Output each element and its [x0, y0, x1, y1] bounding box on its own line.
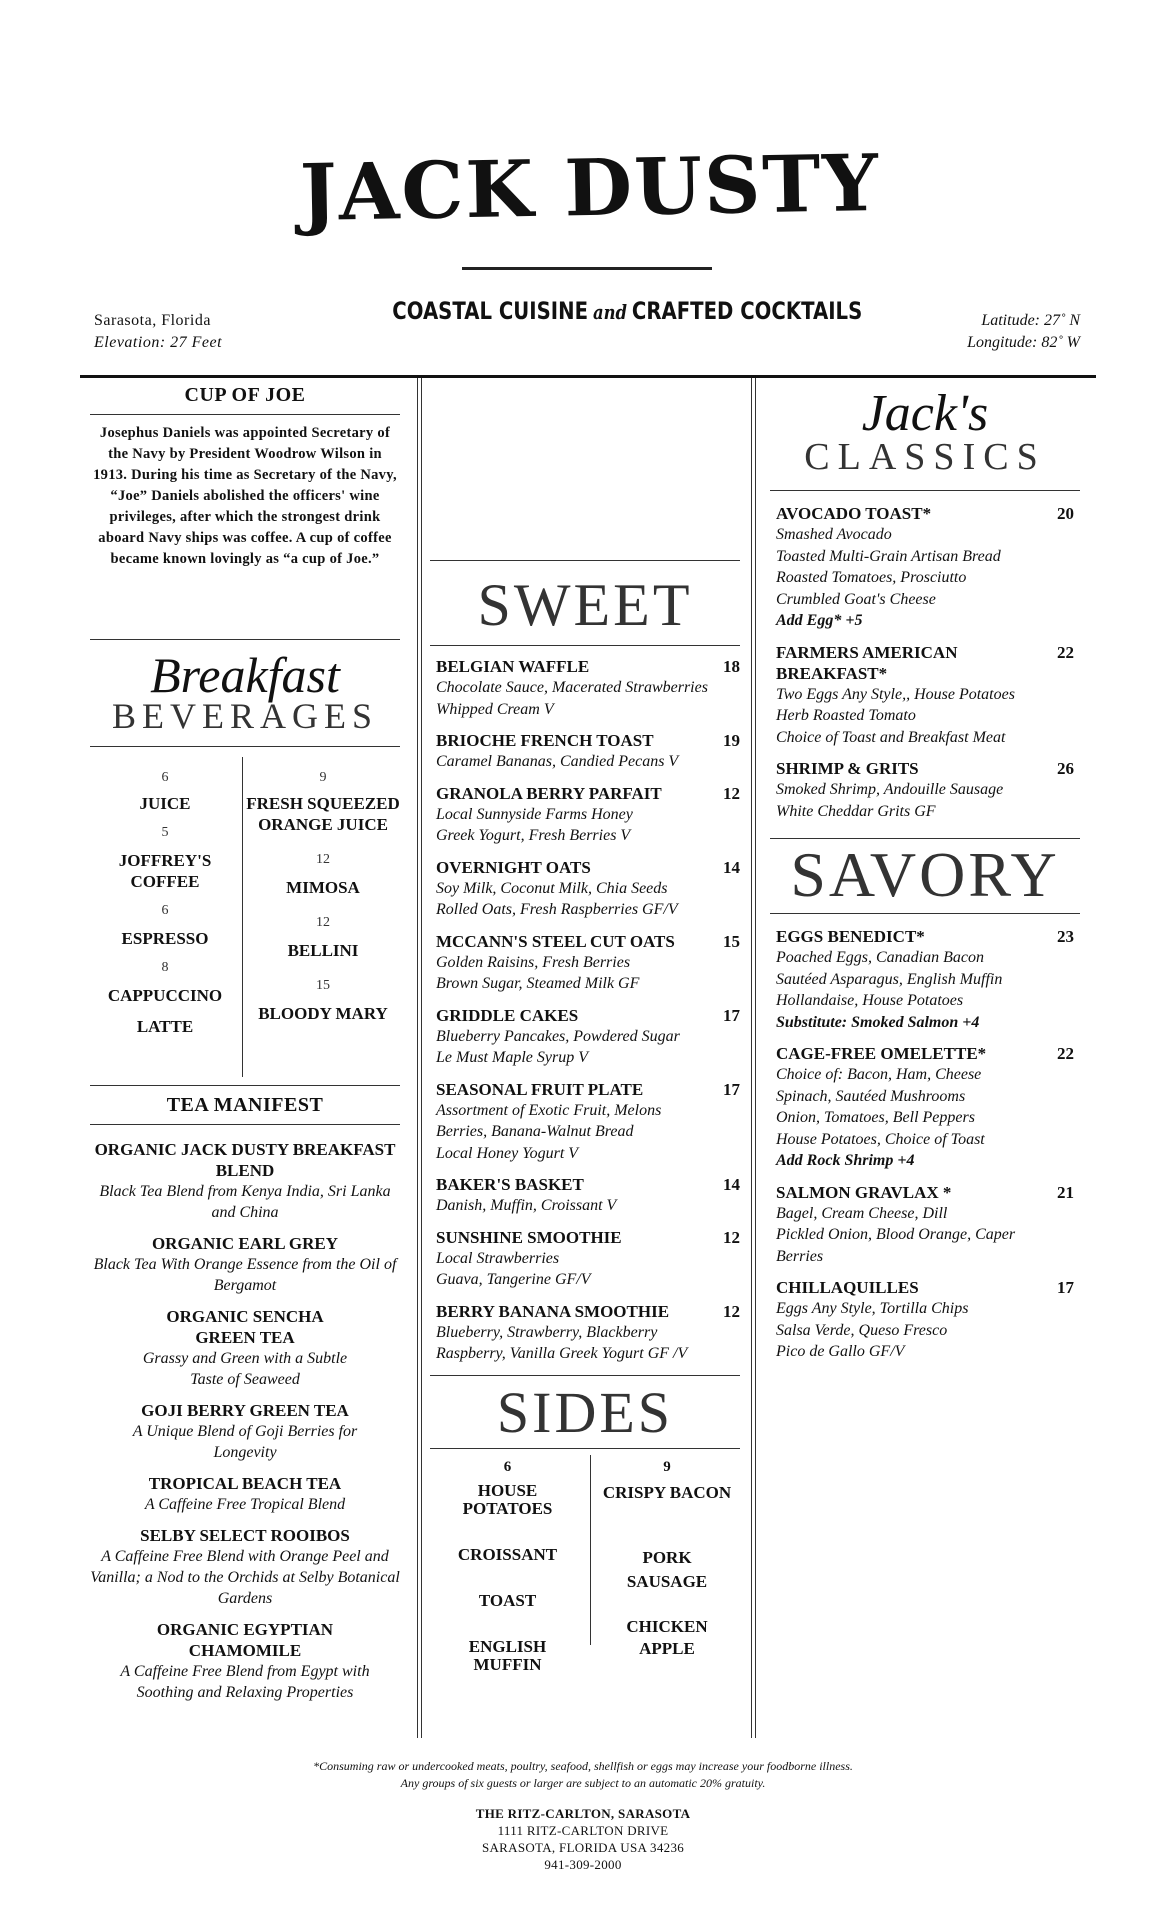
beverage-price: 5 — [161, 825, 169, 840]
sides-price: 6 — [503, 1458, 512, 1475]
menu-item-name: SALMON GRAVLAX * — [776, 1182, 952, 1202]
menu-item-price: 22 — [1057, 642, 1074, 662]
beverage-name: BELLINI — [287, 941, 359, 960]
menu-item-header — [436, 783, 740, 804]
menu-item-price: 17 — [1057, 1278, 1074, 1297]
menu-item — [776, 1182, 1074, 1268]
tea-name: SELBY SELECT ROOIBOS — [140, 1526, 350, 1545]
tea-name: ORGANIC JACK DUSTY BREAKFAST BLEND — [94, 1140, 396, 1180]
menu-item-desc: Danish, Muffin, Croissant V — [436, 1197, 617, 1214]
menu-item-desc: Blueberry, Strawberry, Blackberry — [436, 1323, 658, 1341]
venue-phone: 941-309-2000 — [544, 1857, 622, 1872]
savory-title: SAVORY — [790, 839, 1060, 910]
column-divider — [417, 378, 418, 1738]
menu-item-addon: Add Egg* +5 — [776, 612, 863, 629]
footer-notes — [0, 1758, 1166, 1792]
beverage-left-list — [90, 767, 240, 1037]
beverage-divider — [242, 757, 243, 1077]
right-column — [770, 384, 1080, 1373]
menu-item — [776, 926, 1074, 1033]
sides-title: SIDES — [496, 1379, 674, 1445]
menu-item-price: 23 — [1057, 927, 1074, 946]
menu-item-price: 19 — [723, 731, 740, 750]
menu-item-header — [436, 857, 740, 878]
menu-item-desc: Le Must Maple Syrup V — [436, 1049, 588, 1066]
beverage-name: CAPPUCCINO — [107, 986, 223, 1005]
menu-item-header — [436, 1079, 740, 1100]
tea-item — [90, 1139, 400, 1223]
tea-desc: A Caffeine Free Blend with Orange Peel and Vanilla; a Nod to the Orchids at Selby Botanical Gardens — [90, 1548, 400, 1607]
sides-divider — [590, 1455, 591, 1645]
menu-item-desc: Hollandaise, House Potatoes — [776, 992, 964, 1009]
tea-desc: Grassy and Green with a Subtle Taste of Seaweed — [142, 1350, 348, 1388]
side-name: PORK SAUSAGE — [626, 1547, 708, 1591]
beverage-price: 12 — [316, 915, 330, 930]
menu-item-price: 12 — [723, 783, 740, 803]
menu-item-name: CHILLAQUILLES — [776, 1278, 919, 1297]
menu-item-name: SUNSHINE SMOOTHIE — [436, 1227, 622, 1247]
tea-desc: Black Tea Blend from Kenya India, Sri Lanka and China — [99, 1183, 391, 1221]
beverage-name: MIMOSA — [286, 878, 360, 897]
menu-item — [436, 1174, 740, 1217]
menu-item-desc: Choice of: Bacon, Ham, Cheese — [776, 1066, 982, 1083]
sweet-list — [430, 656, 740, 1365]
beverage-right-list — [246, 767, 400, 1024]
tea-desc: Black Tea With Orange Essence from the Oil of Bergamot — [93, 1256, 397, 1294]
side-name: TOAST — [478, 1590, 537, 1610]
menu-item-desc: Guava, Tangerine GF/V — [436, 1271, 591, 1288]
menu-item-price: 15 — [723, 931, 740, 951]
beverages-caps-title: BEVERAGES — [111, 696, 378, 736]
menu-item-desc: Brown Sugar, Steamed Milk GF — [436, 975, 640, 992]
menu-item-desc: Greek Yogurt, Fresh Berries V — [436, 827, 631, 844]
tea-name: ORGANIC EGYPTIAN CHAMOMILE — [156, 1620, 334, 1660]
elevation: Elevation: 27 Feet — [94, 334, 223, 351]
menu-item-desc: Berries — [776, 1247, 824, 1265]
gratuity-note: Any groups of six guests or larger are subject to an automatic 20% gratuity. — [400, 1776, 766, 1790]
beverage-grid — [90, 747, 400, 1085]
beverage-name: JUICE — [139, 794, 191, 813]
menu-item-desc: Bagel, Cream Cheese, Dill — [776, 1204, 948, 1222]
menu-item-desc: Rolled Oats, Fresh Raspberries GF/V — [436, 901, 678, 918]
cup-of-joe-text: Josephus Daniels was appointed Secretary of the Navy by President Woodrow Wilson in 1913. During his time as Secretary of the Navy, “Joe” Daniels abolished the officers' wine privileges, after which the strongest drink aboard Navy ships was coffee. A cup of coffee became known lovingly as “a cup of Joe.” — [93, 425, 397, 567]
menu-item — [436, 931, 740, 995]
menu-item-desc: Soy Milk, Coconut Milk, Chia Seeds — [436, 879, 668, 897]
tea-desc: A Caffeine Free Tropical Blend — [144, 1496, 346, 1513]
menu-item-price: 17 — [723, 1079, 740, 1099]
menu-item — [436, 656, 740, 720]
column-divider — [751, 378, 752, 1738]
menu-item-desc: Berries, Banana-Walnut Bread — [436, 1123, 634, 1140]
menu-item-desc: Assortment of Exotic Fruit, Melons — [436, 1101, 662, 1119]
menu-item-header — [776, 503, 1074, 524]
beverage-name: ESPRESSO — [121, 929, 209, 948]
divider — [90, 639, 400, 640]
menu-item-name: OVERNIGHT OATS — [436, 857, 591, 877]
beverage-price: 6 — [161, 903, 169, 918]
footer-address — [0, 1805, 1166, 1873]
classics-caps-title: CLASSICS — [804, 436, 1046, 478]
tea-desc: A Caffeine Free Blend from Egypt with Soothing and Relaxing Properties — [120, 1663, 370, 1701]
venue-name: THE RITZ-CARLTON, SARASOTA — [475, 1806, 691, 1821]
foodborne-note: *Consuming raw or undercooked meats, poultry, seafood, shellfish or eggs may increase your foodborne illness. — [313, 1759, 853, 1773]
menu-item — [436, 1227, 740, 1291]
menu-item-desc: Local Sunnyside Farms Honey — [436, 805, 633, 823]
menu-item-header — [776, 1277, 1074, 1298]
menu-item-desc: Whipped Cream V — [436, 700, 554, 718]
menu-item-desc: Smoked Shrimp, Andouille Sausage — [776, 781, 1004, 798]
beverage-price: 12 — [316, 852, 330, 867]
menu-item — [436, 730, 740, 773]
venue-street: 1111 RITZ-CARLTON DRIVE — [497, 1823, 669, 1838]
divider — [770, 913, 1080, 914]
tagline — [392, 297, 863, 325]
side-name: CHICKEN APPLE — [626, 1616, 708, 1658]
menu-item-price: 14 — [723, 1175, 740, 1194]
menu-item-desc: Local Honey Yogurt V — [436, 1144, 579, 1162]
menu-item-desc: Pico de Gallo GF/V — [776, 1343, 905, 1360]
menu-item-name: AVOCADO TOAST* — [776, 504, 932, 523]
tagline-right: CRAFTED COCKTAILS — [631, 297, 863, 325]
menu-item-header — [776, 926, 1074, 947]
menu-item-desc: Golden Raisins, Fresh Berries — [436, 953, 631, 971]
menu-item-header — [436, 656, 740, 677]
menu-item — [436, 1005, 740, 1069]
tea-name: TROPICAL BEACH TEA — [148, 1474, 342, 1493]
menu-item-name: BERRY BANANA SMOOTHIE — [436, 1301, 670, 1321]
tea-name: ORGANIC EARL GREY — [151, 1234, 339, 1253]
menu-item-price: 21 — [1057, 1182, 1074, 1202]
menu-item — [436, 1301, 740, 1365]
menu-item — [776, 503, 1074, 632]
menu-item-desc: Salsa Verde, Queso Fresco — [776, 1321, 948, 1339]
tea-name: ORGANIC SENCHA GREEN TEA — [166, 1307, 324, 1347]
menu-item-price: 26 — [1057, 759, 1074, 778]
tea-item — [90, 1233, 400, 1296]
menu-item-name: CAGE-FREE OMELETTE* — [776, 1044, 987, 1063]
beverage-name: FRESH SQUEEZED ORANGE JUICE — [246, 794, 400, 834]
sides-price: 9 — [663, 1458, 671, 1475]
menu-item-name: BAKER'S BASKET — [436, 1175, 584, 1194]
menu-item-desc: Two Eggs Any Style,, House Potatoes — [776, 685, 1015, 703]
menu-item-desc: Choice of Toast and Breakfast Meat — [776, 728, 1006, 746]
longitude: Longitude: 82˚ W — [967, 334, 1080, 351]
menu-item-price: 12 — [723, 1301, 740, 1321]
location-block — [94, 310, 222, 354]
menu-item-price: 17 — [723, 1005, 740, 1025]
sweet-title: SWEET — [477, 572, 693, 638]
savory-list — [770, 926, 1080, 1363]
classics-list — [770, 503, 1080, 822]
column-divider — [421, 378, 422, 1738]
beverages-script-title: Breakfast — [150, 647, 340, 703]
menu-item-price: 14 — [723, 857, 740, 877]
menu-item-desc: Pickled Onion, Blood Orange, Caper — [776, 1226, 1016, 1243]
tea-list — [90, 1139, 400, 1703]
location: Sarasota, Florida — [94, 312, 211, 329]
latitude: Latitude: 27˚ N — [981, 312, 1080, 329]
venue-city: SARASOTA, FLORIDA USA 34236 — [481, 1840, 685, 1855]
side-name: CRISPY BACON — [602, 1482, 732, 1502]
menu-item-desc: Blueberry Pancakes, Powdered Sugar — [436, 1027, 680, 1045]
menu-item-header — [436, 1301, 740, 1322]
tea-item — [90, 1400, 400, 1463]
menu-item-name: BELGIAN WAFFLE — [436, 657, 590, 676]
beverage-name: LATTE — [136, 1017, 194, 1036]
beverage-price: 15 — [316, 978, 330, 993]
side-name: HOUSE POTATOES — [462, 1480, 553, 1518]
menu-item-addon: Substitute: Smoked Salmon +4 — [776, 1013, 980, 1031]
menu-item-desc: Crumbled Goat's Cheese — [776, 590, 936, 608]
menu-item-addon: Add Rock Shrimp +4 — [776, 1152, 915, 1169]
menu-item-header — [436, 931, 740, 952]
menu-item-desc: Herb Roasted Tomato — [776, 707, 916, 724]
menu-item-header — [436, 1174, 740, 1195]
menu-item — [436, 857, 740, 921]
menu-item — [776, 758, 1074, 822]
menu-item-desc: Poached Eggs, Canadian Bacon — [776, 949, 984, 966]
classics-script-title: Jack's — [861, 385, 989, 442]
menu-item-price: 22 — [1057, 1044, 1074, 1063]
tea-name: GOJI BERRY GREEN TEA — [141, 1401, 349, 1420]
menu-item-name: BRIOCHE FRENCH TOAST — [436, 731, 654, 750]
tea-manifest-title: TEA MANIFEST — [166, 1094, 324, 1116]
menu-item-header — [436, 1005, 740, 1026]
menu-item-header — [776, 1182, 1074, 1203]
divider — [90, 1085, 400, 1086]
menu-item-desc: Sautéed Asparagus, English Muffin — [776, 970, 1003, 988]
tea-item — [90, 1619, 400, 1703]
tagline-left: COASTAL CUISINE — [392, 297, 589, 325]
menu-item-desc: Spinach, Sautéed Mushrooms — [776, 1087, 966, 1105]
menu-item-name: MCCANN'S STEEL CUT OATS — [436, 931, 675, 951]
tea-item — [90, 1525, 400, 1609]
menu-item-header — [436, 1227, 740, 1248]
side-name: CROISSANT — [457, 1544, 558, 1564]
column-divider — [755, 378, 756, 1738]
tea-item — [90, 1306, 400, 1390]
menu-item-price: 20 — [1057, 504, 1074, 523]
menu-item — [776, 642, 1074, 749]
menu-item-desc: Caramel Bananas, Candied Pecans V — [436, 753, 679, 770]
beverage-name: BLOODY MARY — [258, 1004, 388, 1023]
logo-divider — [462, 267, 712, 270]
menu-item-header — [776, 1043, 1074, 1064]
menu-item-desc: Eggs Any Style, Tortilla Chips — [776, 1300, 969, 1317]
menu-item-name: GRANOLA BERRY PARFAIT — [436, 783, 662, 803]
beverage-name: JOFFREY'S COFFEE — [118, 851, 212, 891]
tagline-and: and — [592, 300, 627, 324]
sides-left-list — [430, 1459, 585, 1674]
menu-item-desc: Chocolate Sauce, Macerated Strawberries — [436, 679, 708, 696]
cup-of-joe-title: CUP OF JOE — [184, 384, 306, 406]
tea-desc: A Unique Blend of Goji Berries for Longevity — [132, 1423, 358, 1461]
coordinates-block — [967, 310, 1080, 354]
menu-item — [776, 1043, 1074, 1172]
menu-item-name: FARMERS AMERICAN BREAKFAST* — [776, 642, 958, 683]
menu-item-price: 12 — [723, 1227, 740, 1247]
beverage-price: 6 — [161, 770, 169, 785]
menu-item-name: GRIDDLE CAKES — [436, 1005, 579, 1025]
menu-item-price: 18 — [723, 657, 740, 676]
sides-grid — [430, 1449, 740, 1674]
header-rule — [80, 375, 1096, 378]
menu-item-desc: Roasted Tomatoes, Prosciutto — [776, 569, 967, 586]
logo: JACK DUSTY — [299, 137, 881, 240]
tea-item — [90, 1473, 400, 1515]
middle-column — [430, 560, 740, 1674]
divider — [90, 414, 400, 415]
menu-item-desc: House Potatoes, Choice of Toast — [776, 1130, 985, 1148]
menu-item-header — [436, 730, 740, 751]
menu-item — [436, 1079, 740, 1165]
divider — [90, 1124, 400, 1125]
sides-right-list — [594, 1459, 740, 1660]
menu-item-name: EGGS BENEDICT* — [776, 927, 925, 946]
menu-item-desc: Onion, Tomatoes, Bell Peppers — [776, 1109, 975, 1126]
menu-item — [776, 1277, 1074, 1363]
side-name: ENGLISH MUFFIN — [468, 1636, 547, 1674]
menu-item-desc: Raspberry, Vanilla Greek Yogurt GF /V — [436, 1345, 688, 1362]
divider — [430, 560, 740, 561]
menu-item-desc: Local Strawberries — [436, 1249, 560, 1267]
menu-item-name: SHRIMP & GRITS — [776, 759, 919, 778]
menu-item-desc: White Cheddar Grits GF — [776, 802, 936, 820]
divider — [770, 490, 1080, 491]
menu-item-desc: Toasted Multi-Grain Artisan Bread — [776, 547, 1001, 565]
beverage-price: 8 — [161, 960, 169, 975]
menu-item-desc: Smashed Avocado — [776, 526, 892, 543]
divider — [430, 645, 740, 646]
menu-item-name: SEASONAL FRUIT PLATE — [436, 1079, 644, 1099]
menu-item — [436, 783, 740, 847]
divider — [430, 1375, 740, 1376]
beverage-price: 9 — [319, 770, 327, 785]
menu-item-header — [776, 642, 1074, 684]
left-column — [90, 384, 400, 1713]
menu-item-header — [776, 758, 1074, 779]
